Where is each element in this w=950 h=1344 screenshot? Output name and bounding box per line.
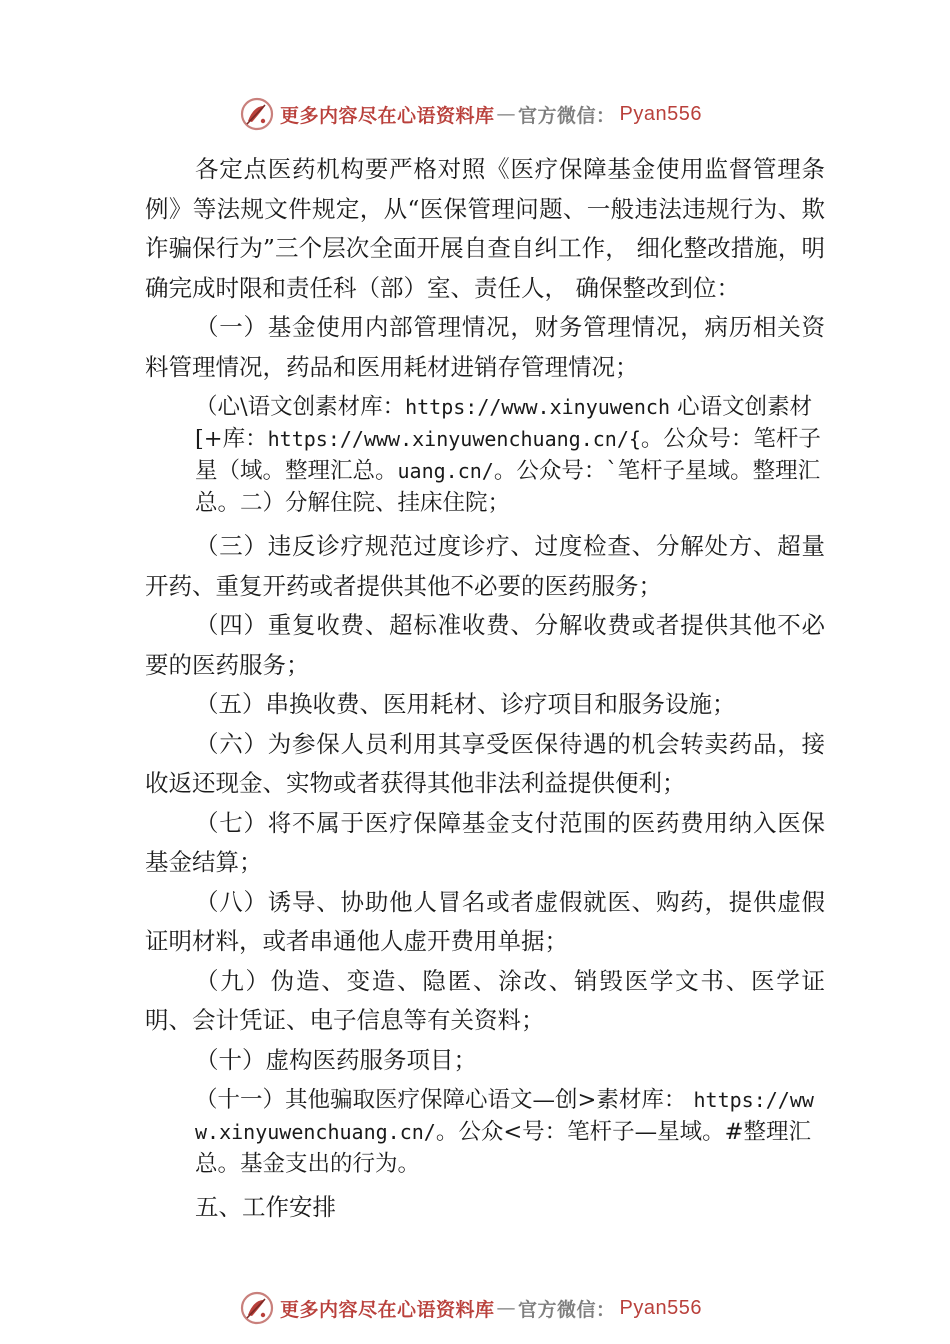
list-item-10: （十）虚构医药服务项目； [195,1045,477,1074]
banner-wechat-id: Pyan556 [619,102,702,125]
list-item-8: （八）诱导、协助他人冒名或者虚假就医、购药，提供虚假证明材料，或者串通他人虚开费用单据； [145,887,825,955]
list-item-7: （七）将不属于医疗保障基金支付范围的医药费用纳入医保基金结算； [145,808,825,876]
footer-banner [238,1288,702,1328]
list-item-3: （三）违反诊疗规范过度诊疗、过度检查、分解处方、超量开药、重复开药或者提供其他不必要的医药服务； [145,532,825,600]
list-item-6: （六）为参保人员利用其享受医保待遇的机会转卖药品，接收返还现金、实物或者获得其他非法利益提供便利； [145,729,825,797]
list-item-9: （九）伪造、变造、隐匿、涂改、销毁医学文书、医学证明、会计凭证、电子信息等有关资料； [145,966,825,1034]
section-heading-5: 五、工作安排 [195,1193,336,1221]
embed2-url: https://www.xinyuwenchuang.cn/ [195,1088,814,1144]
banner-dash: — [496,1297,517,1319]
embedded-watermark-block-2 [145,1084,825,1180]
embed1-part-a: （心\语文创素材库： [195,394,406,420]
embed1-url-b: https://www.xinyuwenchuang.cn/{ [267,427,641,451]
embed2-part-a: （十一）其他骗取医疗保障心语文—创>素材库： [195,1087,687,1113]
embed2-part-c: 。公众<号：笔杆子—星域。#整理汇总。基金支出的行为。 [195,1119,812,1177]
banner-title: 更多内容尽在心语资料库 [280,104,495,127]
embedded-watermark-block-1 [145,391,825,519]
header-banner [238,94,702,134]
brand-logo-icon [238,1289,276,1327]
document-body [145,150,825,1228]
embed1-part-g: 。公众号：`笔杆子星域。整理汇总。二）分解住院、挂床住院； [195,458,821,516]
brand-logo-icon [238,95,276,133]
banner-title: 更多内容尽在心语资料库 [280,1298,495,1321]
embed1-part-e: 。公众号：笔杆子星（域。整理汇总。 [195,426,821,484]
embed1-part-c: 心语文创素材[+库： [195,394,813,452]
list-item-4: （四）重复收费、超标准收费、分解收费或者提供其他不必要的医药服务； [145,611,825,679]
embed1-url-a: https://www.xinyuwench [405,395,670,419]
banner-dash: — [496,103,517,125]
banner-wechat-id: Pyan556 [619,1296,702,1319]
embed1-url-c: uang.cn/ [397,459,494,483]
intro-paragraph: 各定点医药机构要严格对照《医疗保障基金使用监督管理条例》等法规文件规定，从“医保管理问题、一般违法违规行为、欺诈骗保行为”三个层次全面开展自查自纠工作， 细化整改措施，明确完成时限和责任科（部）室、责任人， 确保整改到位： [145,155,825,302]
banner-wechat-label: 官方微信： [518,104,616,127]
banner-wechat-label: 官方微信： [518,1298,616,1321]
list-item-5: （五）串换收费、医用耗材、诊疗项目和服务设施； [195,690,736,718]
list-item-1: （一）基金使用内部管理情况，财务管理情况，病历相关资料管理情况，药品和医用耗材进销存管理情况； [145,313,825,381]
